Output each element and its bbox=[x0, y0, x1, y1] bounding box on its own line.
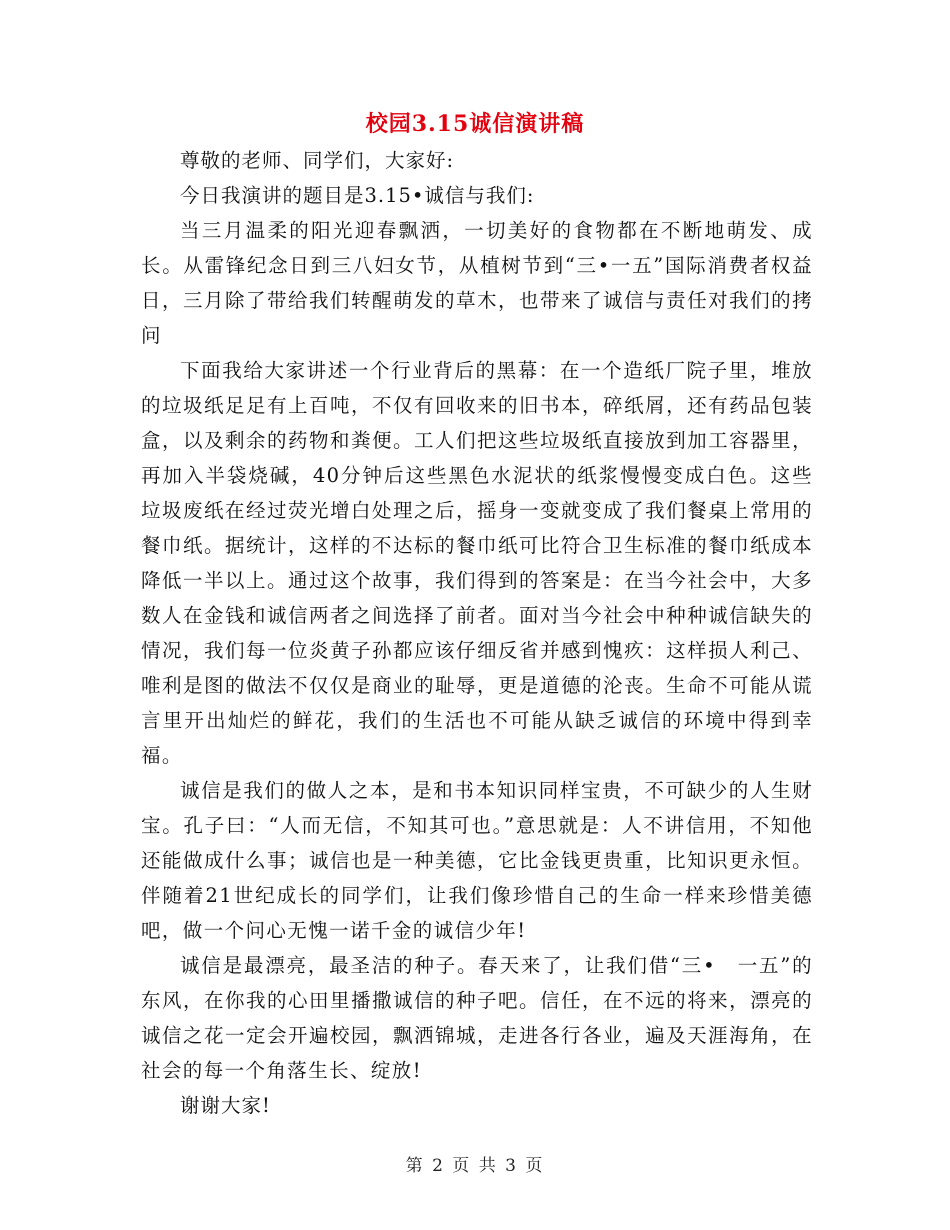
body-paragraph: 当三月温柔的阳光迎春飘洒，一切美好的食物都在不断地萌发、成长。从雷锋纪念日到三八妇女节，从植树节到“三•一五”国际消费者权益日，三月除了带给我们转醒萌发的草木，也带来了诚信与责任对我们的拷问 bbox=[141, 219, 813, 347]
document-title: 校园3.15诚信演讲稿 bbox=[365, 111, 585, 137]
body-paragraph: 下面我给大家讲述一个行业背后的黑幕：在一个造纸厂院子里，堆放的垃圾纸足足有上百吨，不仅有回收来的旧书本，碎纸屑，还有药品包装盒，以及剩余的药物和粪便。工人们把这些垃圾纸直接放到加工容器里，再加入半袋烧碱，40分钟后这些黑色水泥状的纸浆慢慢变成白色。这些垃圾废纸在经过荧光增白处理之后，摇身一变就变成了我们餐桌上常用的餐巾纸。据统计，这样的不达标的餐巾纸可比符合卫生标准的餐巾纸成本降低一半以上。通过这个故事，我们得到的答案是：在当今社会中，大多数人在金钱和诚信两者之间选择了前者。面对当今社会中种种诚信缺失的情况，我们每一位炎黄子孙都应该仔细反省并感到愧疚：这样损人利己、唯利是图的做法不仅仅是商业的耻辱，更是道德的沦丧。生命不可能从谎言里开出灿烂的鲜花，我们的生活也不可能从缺乏诚信的环境中得到幸福。 bbox=[141, 359, 813, 767]
body-paragraph: 诚信是最漂亮，最圣洁的种子。春天来了，让我们借“三• 一五”的东风，在你我的心田里播撒诚信的种子吧。信任，在不远的将来，漂亮的诚信之花一定会开遍校园，飘洒锦城，走进各行各业，遍及天涯海角，在社会的每一个角落生长、绽放! bbox=[141, 954, 813, 1082]
greeting-paragraph: 尊敬的老师、同学们，大家好: bbox=[180, 149, 455, 172]
body-paragraph: 诚信是我们的做人之本，是和书本知识同样宝贵，不可缺少的人生财宝。孔子曰：“人而无信，不知其可也。”意思就是：人不讲信用，不知他还能做成什么事；诚信也是一种美德，它比金钱更贵重，比知识更永恒。伴随着21世纪成长的同学们，让我们像珍惜自己的生命一样来珍惜美德吧，做一个问心无愧一诺千金的诚信少年! bbox=[141, 779, 813, 942]
page-number-footer: 第 2 页 共 3 页 bbox=[405, 1156, 545, 1176]
document-body bbox=[141, 143, 813, 1123]
topic-paragraph: 今日我演讲的题目是3.15•诚信与我们: bbox=[180, 184, 535, 207]
closing-paragraph: 谢谢大家! bbox=[180, 1094, 271, 1117]
